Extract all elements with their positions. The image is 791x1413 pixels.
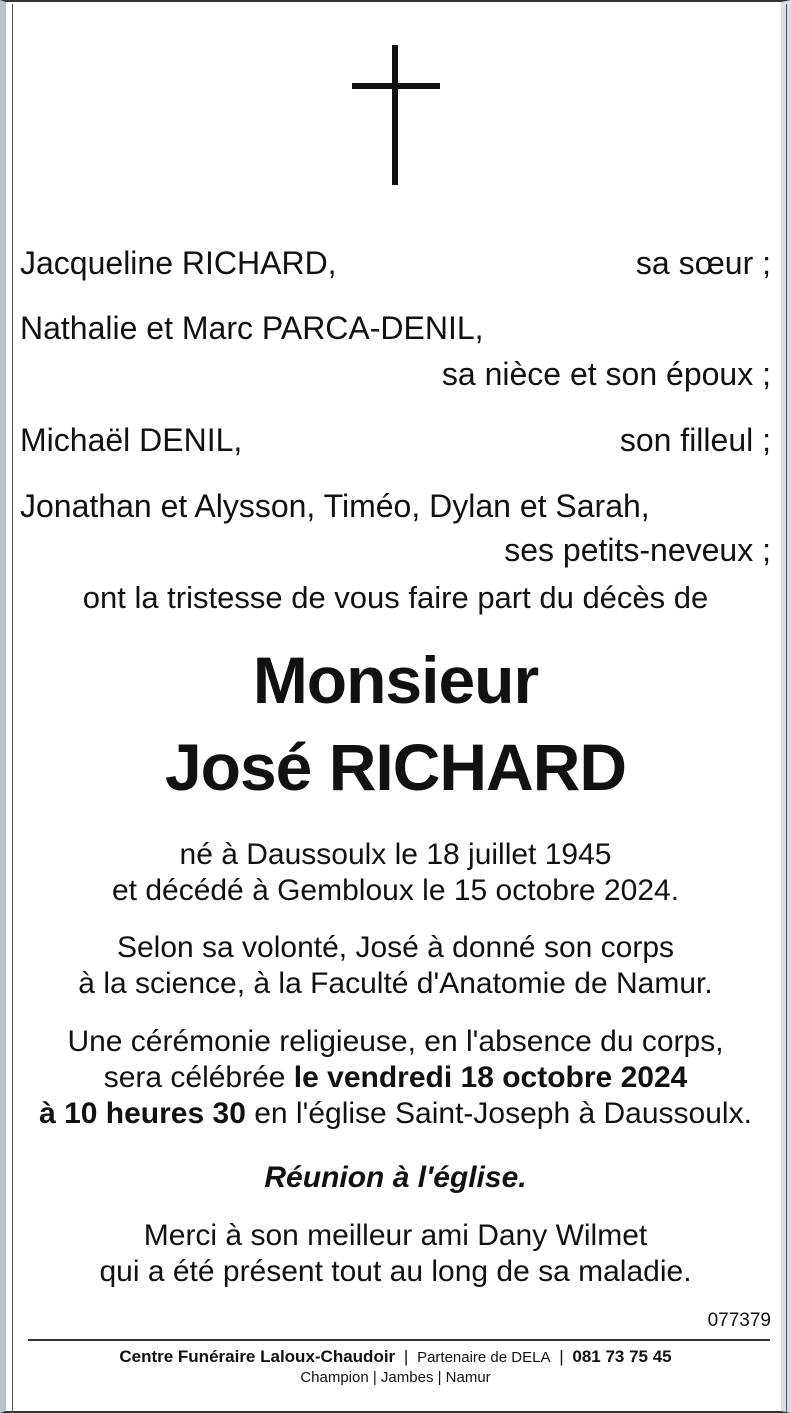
reunion-text: Réunion à l'église. bbox=[264, 1161, 527, 1194]
deceased-name: José RICHARD bbox=[164, 730, 627, 804]
ceremony-time: à 10 heures 30 bbox=[39, 1097, 246, 1130]
ceremony-date: le vendredi 18 octobre 2024 bbox=[293, 1061, 688, 1094]
donation-line-2: à la science, à la Faculté d'Anatomie de Namur. bbox=[78, 967, 713, 1000]
reference-number: 077379 bbox=[707, 1310, 771, 1331]
footer-main bbox=[0, 1346, 791, 1369]
footer-separator-1: | bbox=[403, 1347, 409, 1366]
death-line: et décédé à Gembloux le 15 octobre 2024. bbox=[111, 874, 680, 907]
family-name-3: Michaël DENIL, bbox=[20, 422, 243, 458]
family-relation-3: son filleul ; bbox=[619, 422, 771, 458]
cross-horizontal-bar bbox=[352, 83, 440, 89]
donation-line-1: Selon sa volonté, José à donné son corps bbox=[116, 931, 675, 964]
thanks-line-1: Merci à son meilleur ami Dany Wilmet bbox=[143, 1219, 648, 1252]
ceremony-line-1: Une cérémonie religieuse, en l'absence du corps, bbox=[67, 1025, 724, 1058]
cross-vertical-bar bbox=[392, 45, 398, 185]
ceremony-line-2 bbox=[0, 1060, 791, 1096]
birth-line: né à Daussoulx le 18 juillet 1945 bbox=[179, 838, 612, 871]
funeral-home-name: Centre Funéraire Laloux-Chaudoir bbox=[119, 1347, 396, 1366]
phone-number: 081 73 75 45 bbox=[572, 1347, 672, 1366]
footer-separator-2: | bbox=[559, 1347, 564, 1366]
ceremony-line-3 bbox=[0, 1096, 791, 1132]
thanks-line-2: qui a été présent tout au long de sa maladie. bbox=[99, 1255, 692, 1288]
cross-icon bbox=[352, 45, 440, 185]
announcement-text: ont la tristesse de vous faire part du décès de bbox=[82, 580, 709, 615]
family-relation-1: sa sœur ; bbox=[635, 245, 771, 281]
ceremony-location: en l'église Saint-Joseph à Daussoulx. bbox=[245, 1097, 752, 1130]
ceremony-line-2-prefix: sera célébrée bbox=[103, 1061, 294, 1094]
footer-locations: Champion | Jambes | Namur bbox=[300, 1369, 491, 1386]
deceased-title: Monsieur bbox=[252, 643, 539, 717]
family-relation-2: sa nièce et son époux ; bbox=[441, 356, 771, 392]
family-name-4: Jonathan et Alysson, Timéo, Dylan et Sarah, bbox=[20, 488, 650, 524]
partner-text: Partenaire de DELA bbox=[417, 1349, 551, 1366]
family-name-1: Jacqueline RICHARD, bbox=[20, 245, 337, 281]
footer-divider bbox=[28, 1339, 770, 1341]
family-name-2: Nathalie et Marc PARCA-DENIL, bbox=[20, 310, 484, 346]
family-relation-4: ses petits-neveux ; bbox=[504, 532, 771, 568]
